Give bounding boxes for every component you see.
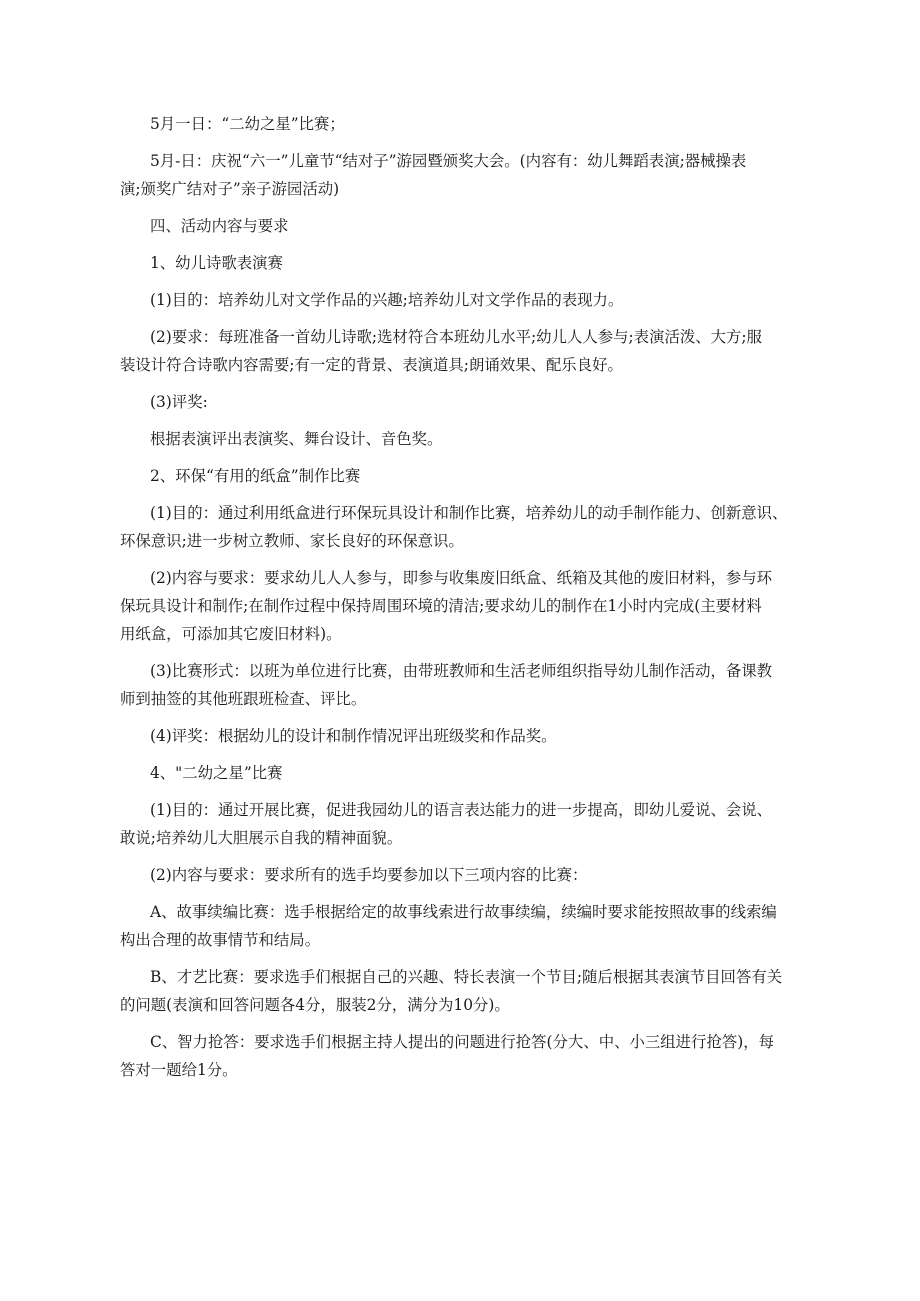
paragraph-line: 装设计符合诗歌内容需要;有一定的背景、表演道具;朗诵效果、配乐良好。 (120, 356, 623, 374)
paragraph (120, 110, 800, 138)
paragraph-gap (120, 648, 800, 657)
paragraph (120, 657, 800, 713)
paragraph-gap (120, 240, 800, 249)
paragraph (120, 963, 800, 1019)
paragraph-line: (1)目的：通过开展比赛，促进我园幼儿的语言表达能力的进一步提高，即幼儿爱说、会说、 (150, 801, 773, 819)
paragraph (120, 759, 800, 787)
paragraph-gap (120, 750, 800, 759)
paragraph (120, 796, 800, 852)
paragraph (120, 323, 800, 379)
paragraph-line: 4、"二幼之星”比赛 (150, 764, 283, 782)
paragraph (120, 499, 800, 555)
paragraph-gap (120, 555, 800, 564)
document-body (120, 110, 800, 1084)
paragraph-line: 根据表演评出表演奖、舞台设计、音色奖。 (150, 430, 443, 448)
paragraph-gap (120, 1019, 800, 1028)
paragraph-line: 5月-日：庆祝“六一”儿童节“结对子”游园暨颁奖大会。(内容有：幼儿舞蹈表演;器械操表 (150, 152, 747, 170)
paragraph-gap (120, 138, 800, 147)
paragraph-gap (120, 954, 800, 963)
paragraph-gap (120, 713, 800, 722)
paragraph (120, 722, 800, 750)
paragraph-line: 构出合理的故事情节和结局。 (120, 931, 321, 949)
paragraph (120, 564, 800, 648)
paragraph (120, 249, 800, 277)
paragraph-line: 演;颁奖广结对子”亲子游园活动) (120, 180, 340, 198)
paragraph-line: 师到抽签的其他班跟班检查、评比。 (120, 690, 367, 708)
paragraph (120, 286, 800, 314)
paragraph-gap (120, 889, 800, 898)
paragraph (120, 147, 800, 203)
paragraph-line: 敢说;培养幼儿大胆展示自我的精神面貌。 (120, 829, 403, 847)
paragraph (120, 212, 800, 240)
paragraph-gap (120, 314, 800, 323)
paragraph-gap (120, 277, 800, 286)
paragraph-line: 保玩具设计和制作;在制作过程中保持周围环境的清洁;要求幼儿的制作在1小时内完成(主要材料 (120, 597, 762, 615)
paragraph-line: 用纸盒，可添加其它废旧材料)。 (120, 625, 342, 643)
paragraph-gap (120, 203, 800, 212)
paragraph-gap (120, 787, 800, 796)
paragraph (120, 388, 800, 416)
paragraph-gap (120, 379, 800, 388)
paragraph-line: 2、环保“有用的纸盒”制作比赛 (150, 467, 361, 485)
paragraph (120, 425, 800, 453)
paragraph-line: C、智力抢答：要求选手们根据主持人提出的问题进行抢答(分大、中、小三组进行抢答)，每 (150, 1033, 775, 1051)
paragraph-line: (2)内容与要求：要求所有的选手均要参加以下三项内容的比赛： (150, 866, 588, 884)
paragraph-gap (120, 490, 800, 499)
paragraph-gap (120, 453, 800, 462)
paragraph-line: 环保意识;进一步树立教师、家长良好的环保意识。 (120, 532, 464, 550)
paragraph-line: (1)目的：通过利用纸盒进行环保玩具设计和制作比赛，培养幼儿的动手制作能力、创新意识、 (150, 504, 788, 522)
paragraph-line: 1、幼儿诗歌表演赛 (150, 254, 283, 272)
paragraph-line: A、故事续编比赛：选手根据给定的故事线索进行故事续编，续编时要求能按照故事的线索编 (150, 903, 777, 921)
paragraph-line: 四、活动内容与要求 (150, 217, 289, 235)
paragraph-line: (3)评奖: (150, 393, 208, 411)
paragraph-line: 的问题(表演和回答问题各4分，服装2分，满分为10分)。 (120, 996, 510, 1014)
paragraph-line: (4)评奖：根据幼儿的设计和制作情况评出班级奖和作品奖。 (150, 727, 557, 745)
paragraph-line: 答对一题给1分。 (120, 1061, 238, 1079)
paragraph-line: (2)内容与要求：要求幼儿人人参与，即参与收集废旧纸盒、纸箱及其他的废旧材料，参与环 (150, 569, 773, 587)
paragraph-line: (2)要求：每班准备一首幼儿诗歌;选材符合本班幼儿水平;幼儿人人参与;表演活泼、大方;服 (150, 328, 762, 346)
paragraph (120, 898, 800, 954)
paragraph (120, 1028, 800, 1084)
paragraph (120, 861, 800, 889)
paragraph-line: (1)目的：培养幼儿对文学作品的兴趣;培养幼儿对文学作品的表现力。 (150, 291, 624, 309)
paragraph (120, 462, 800, 490)
paragraph-gap (120, 852, 800, 861)
paragraph-gap (120, 416, 800, 425)
paragraph-line: 5月一日：“二幼之星”比赛； (150, 115, 345, 133)
paragraph-line: (3)比赛形式：以班为单位进行比赛，由带班教师和生活老师组织指导幼儿制作活动，备课教 (150, 662, 773, 680)
paragraph-line: B、才艺比赛：要求选手们根据自己的兴趣、特长表演一个节目;随后根据其表演节目回答有关 (150, 968, 783, 986)
